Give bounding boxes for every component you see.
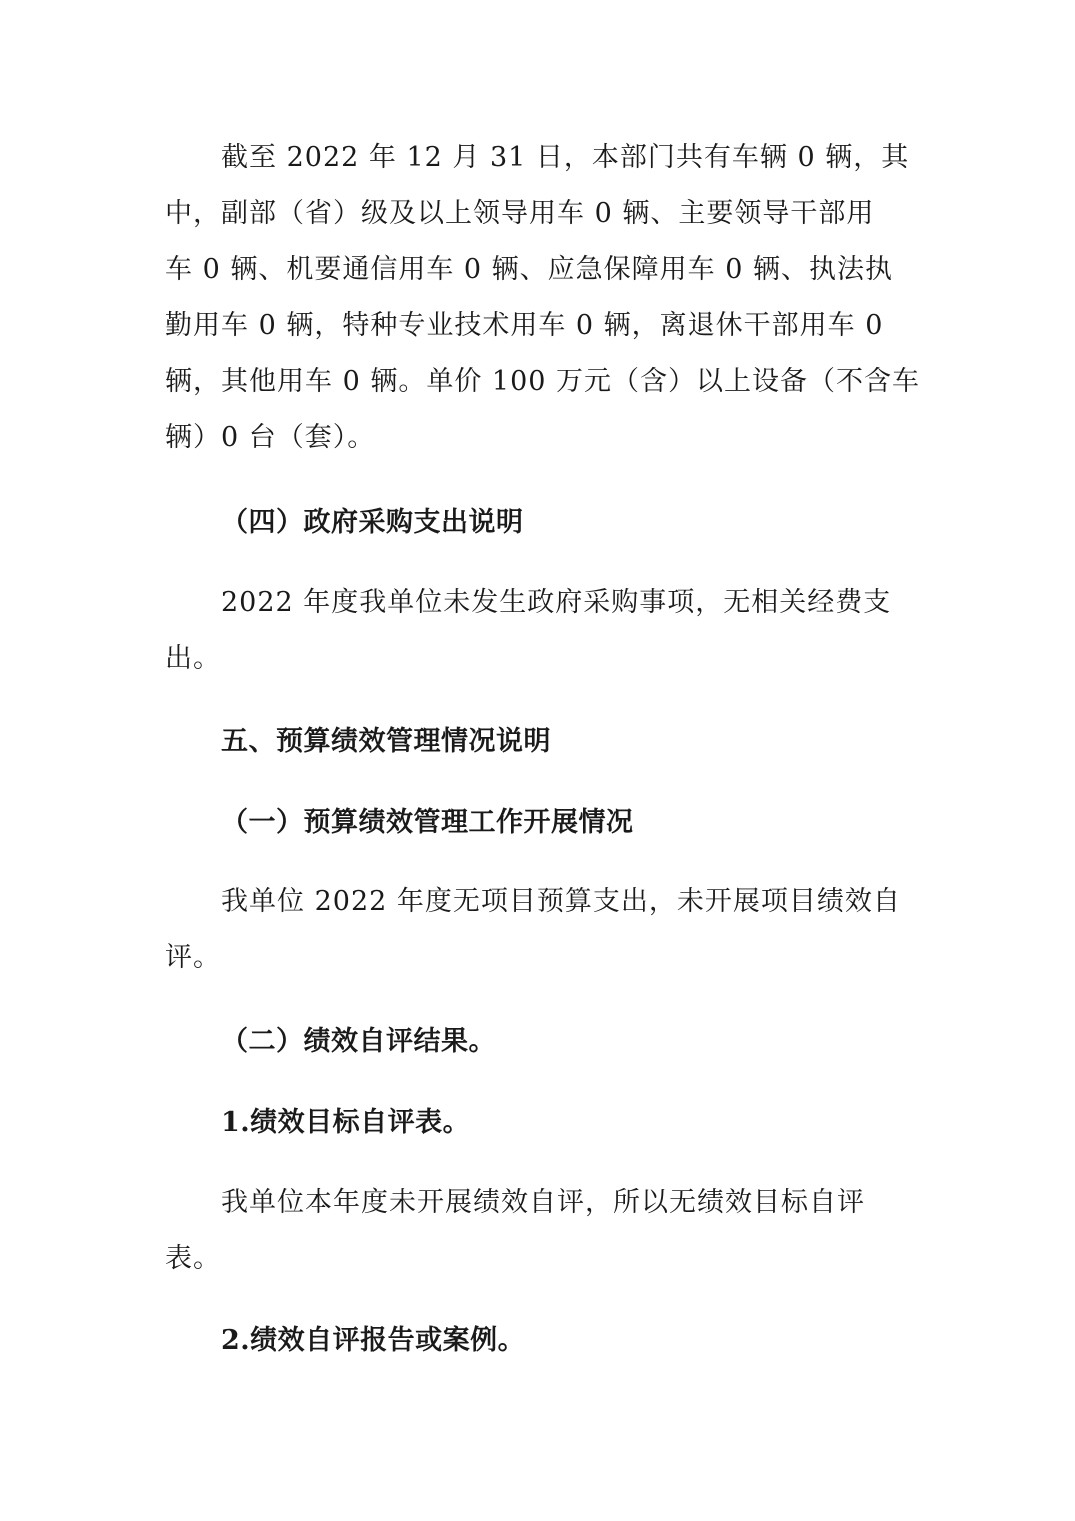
paragraph-vehicles-line-4: 勤用车 0 辆，特种专业技术用车 0 辆，离退休干部用车 0	[165, 310, 884, 341]
paragraph-vehicles-line-5: 辆，其他用车 0 辆。单价 100 万元（含）以上设备（不含车	[165, 366, 921, 397]
paragraph-self-evaluation-line-1: 我单位本年度未开展绩效自评，所以无绩效目标自评	[221, 1187, 865, 1218]
paragraph-vehicles-line-1: 截至 2022 年 12 月 31 日，本部门共有车辆 0 辆，其	[221, 142, 910, 173]
paragraph-self-evaluation-line-2: 表。	[165, 1243, 221, 1274]
paragraph-performance-line-1: 我单位 2022 年度无项目预算支出，未开展项目绩效自	[221, 886, 901, 917]
heading-item-1: 1.绩效目标自评表。	[221, 1107, 471, 1138]
paragraph-procurement-line-1: 2022 年度我单位未发生政府采购事项，无相关经费支	[221, 587, 892, 618]
heading-subsection-2: （二）绩效自评结果。	[221, 1026, 496, 1057]
heading-procurement: （四）政府采购支出说明	[221, 507, 524, 538]
heading-item-2: 2.绩效自评报告或案例。	[221, 1325, 526, 1356]
paragraph-vehicles-line-3: 车 0 辆、机要通信用车 0 辆、应急保障用车 0 辆、执法执	[165, 254, 894, 285]
paragraph-procurement-line-2: 出。	[165, 643, 221, 674]
paragraph-vehicles-line-6: 辆）0 台（套）。	[165, 422, 376, 453]
heading-subsection-1: （一）预算绩效管理工作开展情况	[221, 807, 634, 838]
heading-section-5: 五、预算绩效管理情况说明	[221, 726, 551, 757]
paragraph-vehicles-line-2: 中，副部（省）级及以上领导用车 0 辆、主要领导干部用	[165, 198, 875, 229]
paragraph-performance-line-2: 评。	[165, 942, 221, 973]
